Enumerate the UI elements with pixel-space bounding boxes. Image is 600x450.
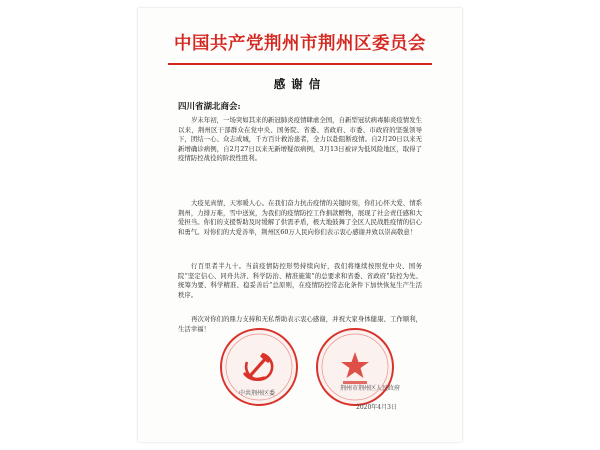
paragraph-2: 大疫见真情，天寒暖人心。在我们奋力抗击疫情的关键时刻，你们心怀大爱、情系荆州，力排万难，雪中送炭，为我们的疫情防控工作捐款赠物，展现了社会责任感和大爱担当。你们的支援帮助及时缓解了供需矛盾，极大地鼓舞了全区人民战胜疫情的信心和勇气。对你们的大爱善举，荆州区60万人民向你们表示衷心感谢并致以崇高敬意！: [178, 199, 422, 236]
paragraph-3: 行百里者半九十。当前疫情防控形势持续向好，我们将继续按照党中央、国务院“坚定信心、同舟共济、科学防治、精准施策”的总要求和省委、省政府“防控为先、统筹为要、科学精准、稳妥善后”总原则，在疫情防控常态化条件下加快恢复生产生活秩序。: [178, 262, 422, 299]
letter-title: 感谢信: [273, 77, 327, 91]
header-divider: [168, 63, 432, 65]
left-signature: 中共荆州区委: [239, 390, 276, 397]
paragraph-4: 再次对你们的鼎力支持和无私帮助表示衷心感谢，并祝大家身体健康、工作顺利，生活幸福！: [178, 315, 422, 333]
right-signature: 荆州市荆州区人民政府: [340, 385, 401, 392]
government-seal-icon: [316, 328, 394, 406]
org-header: 中国共产党荆州市荆州区委员会: [174, 34, 426, 54]
letter-page: [138, 8, 462, 442]
salutation: 四川省湖北商会:: [178, 102, 241, 112]
paragraph-1: 岁末年初，一场突如其来的新冠肺炎疫情肆虐全国，自新型冠状病毒肺炎疫情发生以来，荆州区干部群众在党中央、国务院、省委、省政府、市委、市政府的坚强领导下，团结一心、众志成城，千方百计救治患者，全力以赴阻断疫情。自2月20日以来无新增确诊病例，自2月27日以来无新增疑似病例，3月13日被评为低风险地区，取得了疫情防控战役的阶段性胜利。: [178, 116, 422, 163]
signature-date: 2020年4月3日: [356, 404, 397, 411]
